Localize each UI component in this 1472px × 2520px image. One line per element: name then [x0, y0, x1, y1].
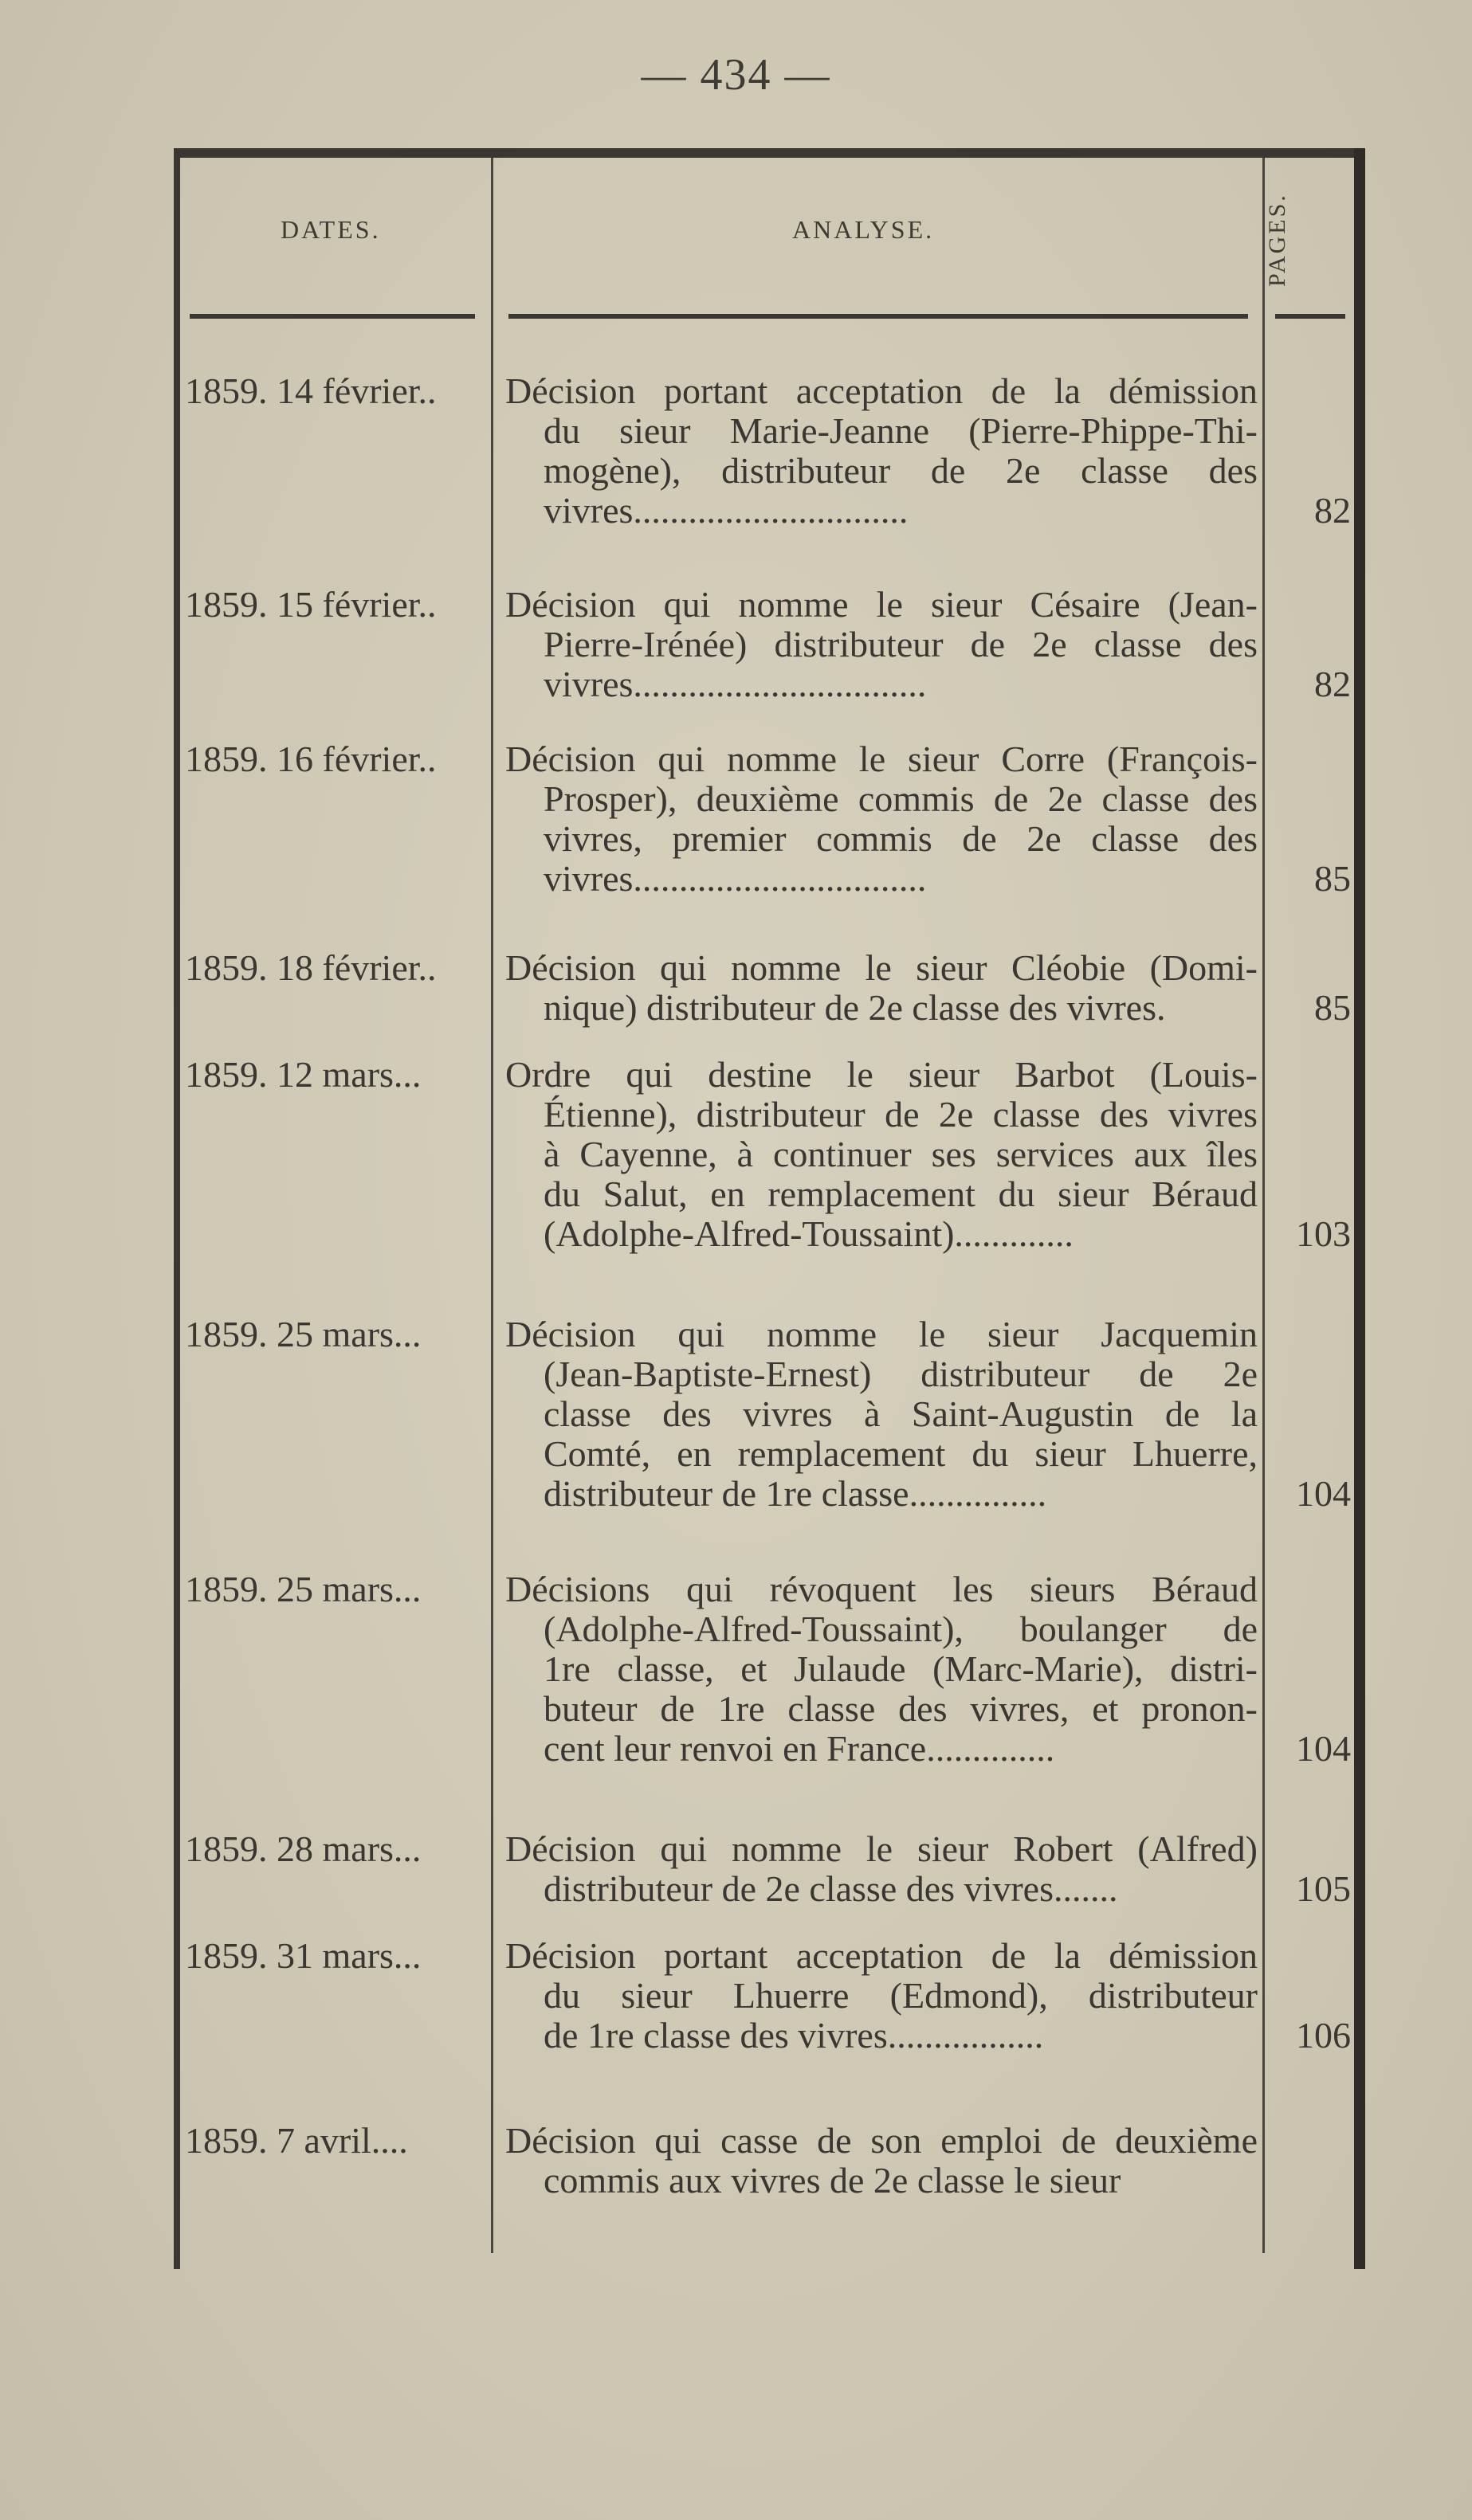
entry-analyse-line: buteur de 1re classe des vivres, et pronon-: [544, 1688, 1258, 1729]
entry-analyse-line: (Adolphe-Alfred-Toussaint), boulanger de: [544, 1609, 1258, 1649]
entry-analyse-line: classe des vivres à Saint-Augustin de la: [544, 1393, 1258, 1434]
page-number: — 434 —: [641, 50, 831, 100]
entry-analyse-line: nique) distributeur de 2e classe des vivres.: [544, 987, 1166, 1028]
entry-date: 1859. 14 février..: [185, 370, 437, 411]
entry-analyse-line: vivres, premier commis de 2e classe des: [544, 818, 1258, 859]
entry-page: 104: [1296, 1728, 1351, 1769]
entry-page: 105: [1296, 1868, 1351, 1909]
entry-analyse-line: Pierre-Irénée) distributeur de 2e classe des: [544, 624, 1258, 664]
entry-analyse-line: mogène), distributeur de 2e classe des: [544, 450, 1258, 491]
entry-date: 1859. 25 mars...: [185, 1569, 422, 1609]
header-underline-analyse: [508, 314, 1248, 319]
entry-analyse-line: (Jean-Baptiste-Ernest) distributeur de 2e: [544, 1354, 1258, 1394]
entry-date: 1859. 12 mars...: [185, 1054, 422, 1095]
entry-analyse: [505, 1829, 1258, 1909]
entry-analyse-line: Prosper), deuxième commis de 2e classe des: [544, 778, 1258, 819]
entry-analyse: [505, 1315, 1258, 1514]
entry-page: 104: [1296, 1473, 1351, 1514]
entry-analyse-line: Décision qui nomme le sieur Césaire (Jean-: [505, 584, 1258, 625]
entry-analyse-line: Décision qui nomme le sieur Robert (Alfred): [505, 1828, 1258, 1869]
entry-page: 85: [1314, 858, 1351, 899]
entry-analyse-line: Décision portant acceptation de la démission: [505, 1935, 1258, 1976]
entry-date: 1859. 31 mars...: [185, 1935, 422, 1976]
left-rule: [174, 148, 180, 2269]
column-divider-dates: [491, 158, 493, 2253]
entry-analyse-line: distributeur de 2e classe des vivres.......: [544, 1868, 1118, 1909]
entry-date: 1859. 25 mars...: [185, 1314, 422, 1354]
entry-analyse-line: Décision qui nomme le sieur Corre (François-: [505, 739, 1258, 779]
header-underline-dates: [190, 314, 475, 319]
entry-analyse-line: du Salut, en remplacement du sieur Béraud: [544, 1174, 1258, 1214]
entry-page: 85: [1314, 987, 1351, 1028]
entry-date: 1859. 28 mars...: [185, 1828, 422, 1869]
entry-analyse: [505, 585, 1258, 704]
entry-analyse-line: 1re classe, et Julaude (Marc-Marie), distri-: [544, 1648, 1258, 1689]
entry-analyse-line: du sieur Marie-Jeanne (Pierre-Phippe-Thi-: [544, 410, 1258, 451]
entry-analyse-line: vivres..............................: [544, 490, 909, 531]
top-rule: [174, 148, 1365, 158]
entry-page: 82: [1314, 664, 1351, 704]
entry-analyse: [505, 1936, 1258, 2056]
table-frame: [174, 148, 1365, 2269]
column-divider-analyse: [1262, 158, 1265, 2253]
entry-analyse: [505, 1055, 1258, 1254]
header-dates: DATES.: [281, 215, 381, 244]
entry-analyse-line: du sieur Lhuerre (Edmond), distributeur: [544, 1975, 1258, 2016]
entry-analyse-line: vivres................................: [544, 664, 927, 704]
entry-analyse: [505, 2121, 1258, 2201]
entry-analyse: [505, 739, 1258, 899]
entry-analyse-line: Décision portant acceptation de la démission: [505, 370, 1258, 411]
entry-date: 1859. 15 février..: [185, 584, 437, 625]
entry-page: 82: [1314, 490, 1351, 531]
entry-analyse-line: Ordre qui destine le sieur Barbot (Louis-: [505, 1054, 1258, 1095]
entry-analyse-line: Décision qui nomme le sieur Jacquemin: [505, 1314, 1258, 1354]
entry-date: 1859. 18 février..: [185, 947, 437, 988]
entry-analyse-line: de 1re classe des vivres.................: [544, 2015, 1044, 2056]
entry-analyse-line: Comté, en remplacement du sieur Lhuerre,: [544, 1433, 1258, 1474]
entry-analyse-line: à Cayenne, à continuer ses services aux îles: [544, 1134, 1258, 1174]
entry-page: 106: [1296, 2015, 1351, 2056]
entry-analyse-line: Décision qui nomme le sieur Cléobie (Domi-: [505, 947, 1258, 988]
entry-analyse-line: (Adolphe-Alfred-Toussaint).............: [544, 1213, 1074, 1254]
header-underline-pages: [1275, 314, 1345, 319]
header-analyse: ANALYSE.: [792, 215, 935, 244]
right-rule: [1354, 148, 1365, 2269]
header-pages: PAGES.: [1264, 193, 1290, 287]
entry-analyse-line: Décision qui casse de son emploi de deuxième: [505, 2120, 1258, 2161]
entry-page: 103: [1296, 1213, 1351, 1254]
entry-analyse-line: commis aux vivres de 2e classe le sieur: [544, 2160, 1121, 2201]
entry-analyse-line: Décisions qui révoquent les sieurs Béraud: [505, 1569, 1258, 1609]
entry-analyse-line: distributeur de 1re classe...............: [544, 1473, 1047, 1514]
entry-date: 1859. 7 avril....: [185, 2120, 408, 2161]
entry-analyse-line: cent leur renvoi en France..............: [544, 1728, 1055, 1769]
entry-analyse: [505, 1570, 1258, 1769]
entry-date: 1859. 16 février..: [185, 739, 437, 779]
entry-analyse-line: Étienne), distributeur de 2e classe des vivres: [544, 1094, 1258, 1135]
entry-analyse-line: vivres................................: [544, 858, 927, 899]
entry-analyse: [505, 948, 1258, 1028]
entry-analyse: [505, 371, 1258, 531]
